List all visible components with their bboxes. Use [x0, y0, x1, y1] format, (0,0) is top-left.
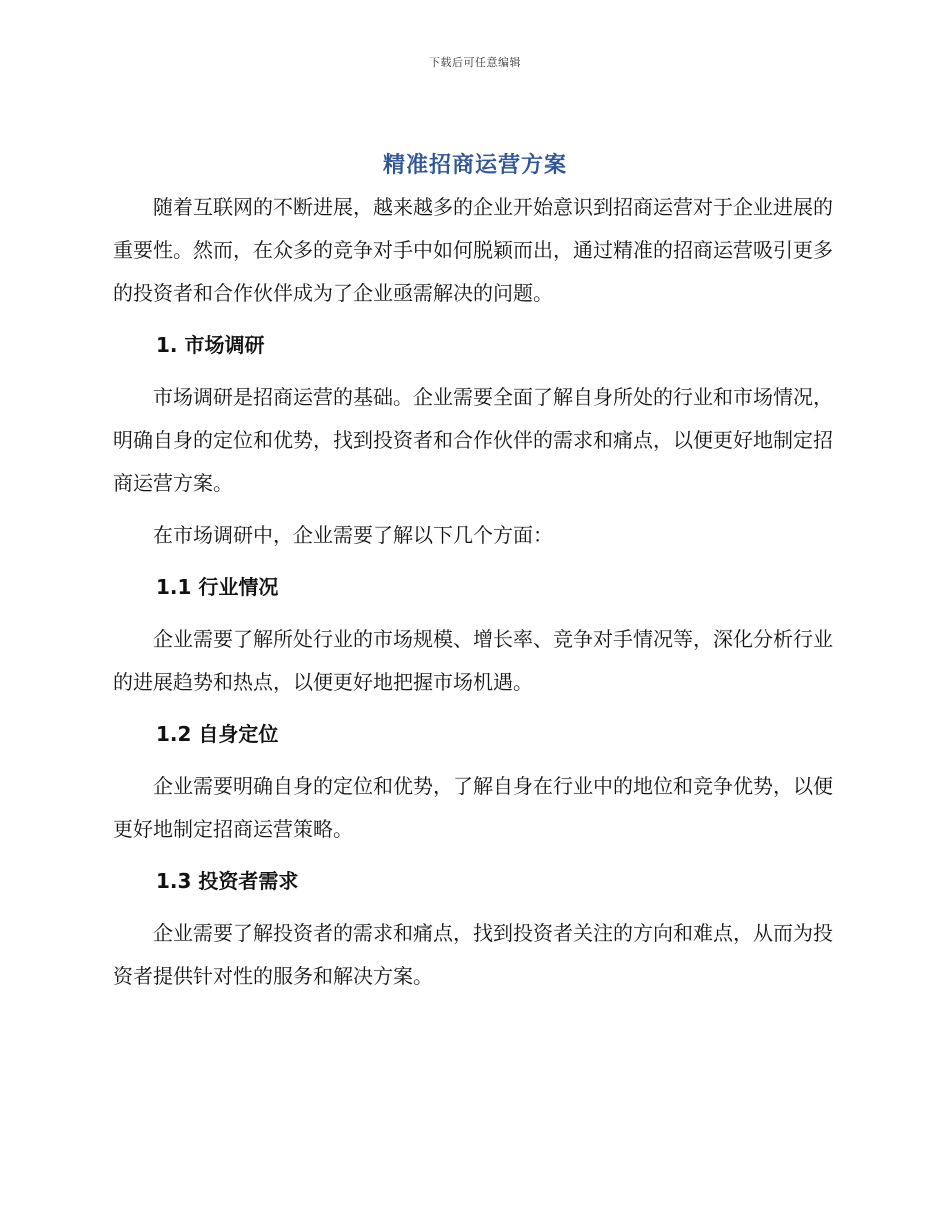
paragraph: 企业需要了解投资者的需求和痛点，找到投资者关注的方向和难点，从而为投资者提供针对性的服务和解决方案。 — [113, 921, 833, 988]
section-positioning — [113, 713, 833, 851]
section-industry — [113, 566, 833, 704]
paragraph: 企业需要了解所处行业的市场规模、增长率、竞争对手情况等，深化分析行业的进展趋势和热点，以便更好地把握市场机遇。 — [113, 627, 833, 694]
section-heading: 1. 市场调研 — [156, 333, 265, 357]
section-heading: 1.2 自身定位 — [156, 722, 279, 746]
paragraph: 市场调研是招商运营的基础。企业需要全面了解自身所处的行业和市场情况，明确自身的定位和优势，找到投资者和合作伙伴的需求和痛点，以便更好地制定招商运营方案。 — [113, 385, 833, 495]
paragraph: 在市场调研中，企业需要了解以下几个方面： — [153, 523, 553, 547]
section-heading: 1.3 投资者需求 — [156, 869, 299, 893]
section-market-research — [113, 324, 833, 557]
section-heading: 1.1 行业情况 — [156, 575, 279, 599]
header-note: 下载后可任意编辑 — [429, 56, 521, 69]
document-body — [113, 186, 833, 998]
section-investor-needs — [113, 860, 833, 998]
document-title: 精准招商运营方案 — [382, 153, 567, 178]
intro-paragraph: 随着互联网的不断进展，越来越多的企业开始意识到招商运营对于企业进展的重要性。然而，在众多的竞争对手中如何脱颖而出，通过精准的招商运营吸引更多的投资者和合作伙伴成为了企业亟需解决的问题。 — [113, 195, 833, 305]
paragraph: 企业需要明确自身的定位和优势，了解自身在行业中的地位和竞争优势，以便更好地制定招商运营策略。 — [113, 774, 833, 841]
